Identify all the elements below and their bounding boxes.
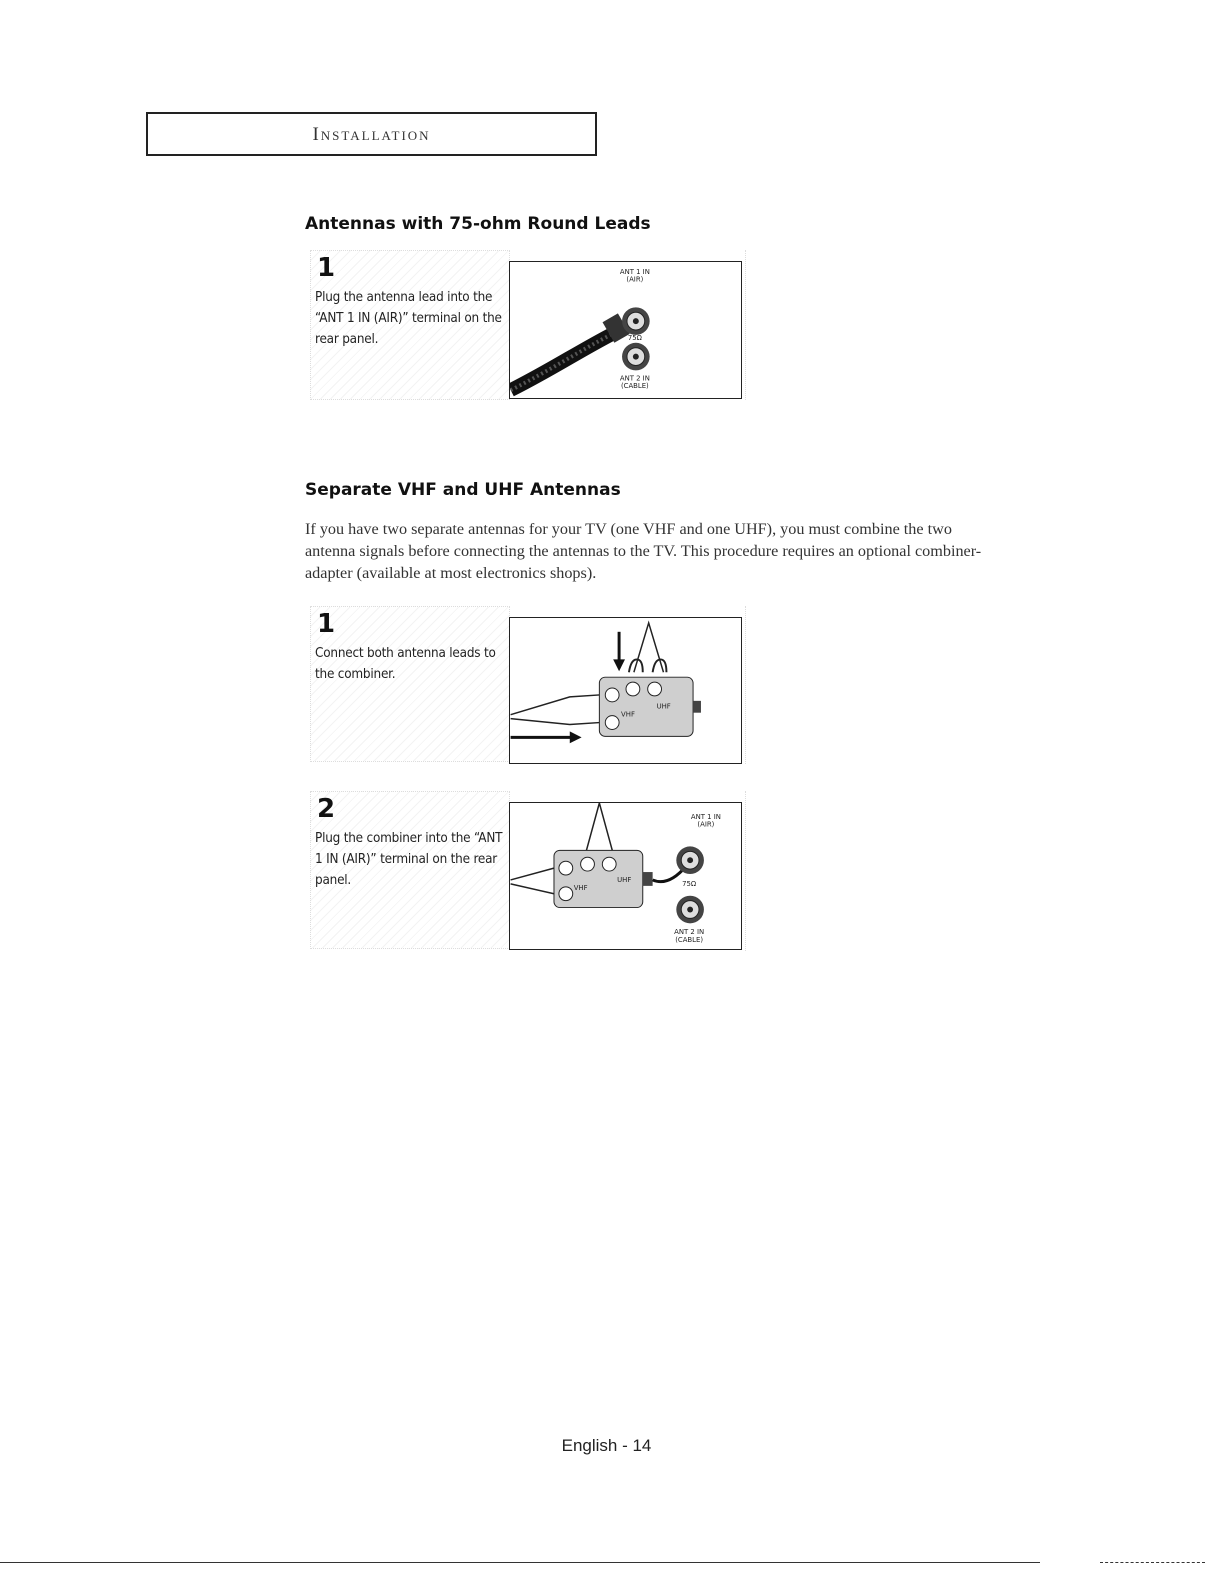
intro-paragraph: If you have two separate antennas for your TV (one VHF and one UHF), you must combine the two antenna signals before connecting the antennas to the TV. This procedure requires an optional combiner-adapter (available at most electronics shops). [305, 520, 982, 582]
step-text: Plug the combiner into the “ANT 1 IN (AIR)” terminal on the rear panel. [315, 831, 503, 888]
figure-label: VHF [573, 883, 588, 892]
figure-combiner-leads [509, 617, 742, 764]
figure-label: (CABLE) [620, 382, 649, 391]
step-panel-round-1 [310, 250, 510, 400]
step-panel-vhf-2 [310, 791, 510, 949]
step-number: 1 [317, 253, 336, 283]
step-number: 1 [317, 609, 336, 639]
figure-label: (CABLE) [675, 936, 704, 945]
section-header-box [146, 112, 597, 156]
figure-label: 75Ω [682, 879, 697, 888]
step-text: Connect both antenna leads to the combiner. [315, 646, 496, 682]
page-number: English - 14 [561, 1436, 652, 1455]
figure-label: VHF [621, 710, 635, 719]
step-text: Plug the antenna lead into the “ANT 1 IN (AIR)” terminal on the rear panel. [315, 290, 502, 347]
figure-label: (AIR) [626, 275, 644, 284]
heading-round-leads: Antennas with 75-ohm Round Leads [305, 214, 651, 234]
figure-edge [745, 791, 747, 951]
figure-combiner-to-terminal [509, 802, 742, 950]
bottom-rule [0, 1562, 1040, 1563]
combiner-leads-illustration [510, 618, 741, 763]
combiner-terminal-illustration [510, 803, 741, 949]
figure-edge [745, 606, 747, 764]
figure-label: ANT 1 IN [619, 267, 650, 276]
heading-vhf-uhf: Separate VHF and UHF Antennas [305, 480, 621, 500]
step-panel-vhf-1 [310, 606, 510, 762]
figure-label: (AIR) [697, 820, 715, 829]
section-header-title: Installation [312, 124, 431, 145]
step-number: 2 [317, 794, 336, 824]
figure-label: ANT 2 IN [619, 374, 650, 383]
figure-label: ANT 1 IN [690, 812, 721, 821]
figure-label: ANT 2 IN [674, 928, 705, 937]
figure-label: 75Ω [627, 333, 642, 342]
figure-label: UHF [617, 875, 632, 884]
antenna-lead-illustration [510, 262, 741, 398]
bottom-dash-rule [1100, 1562, 1205, 1563]
figure-label: UHF [656, 702, 671, 711]
figure-edge [745, 250, 747, 400]
figure-antenna-lead-connection [509, 261, 742, 399]
